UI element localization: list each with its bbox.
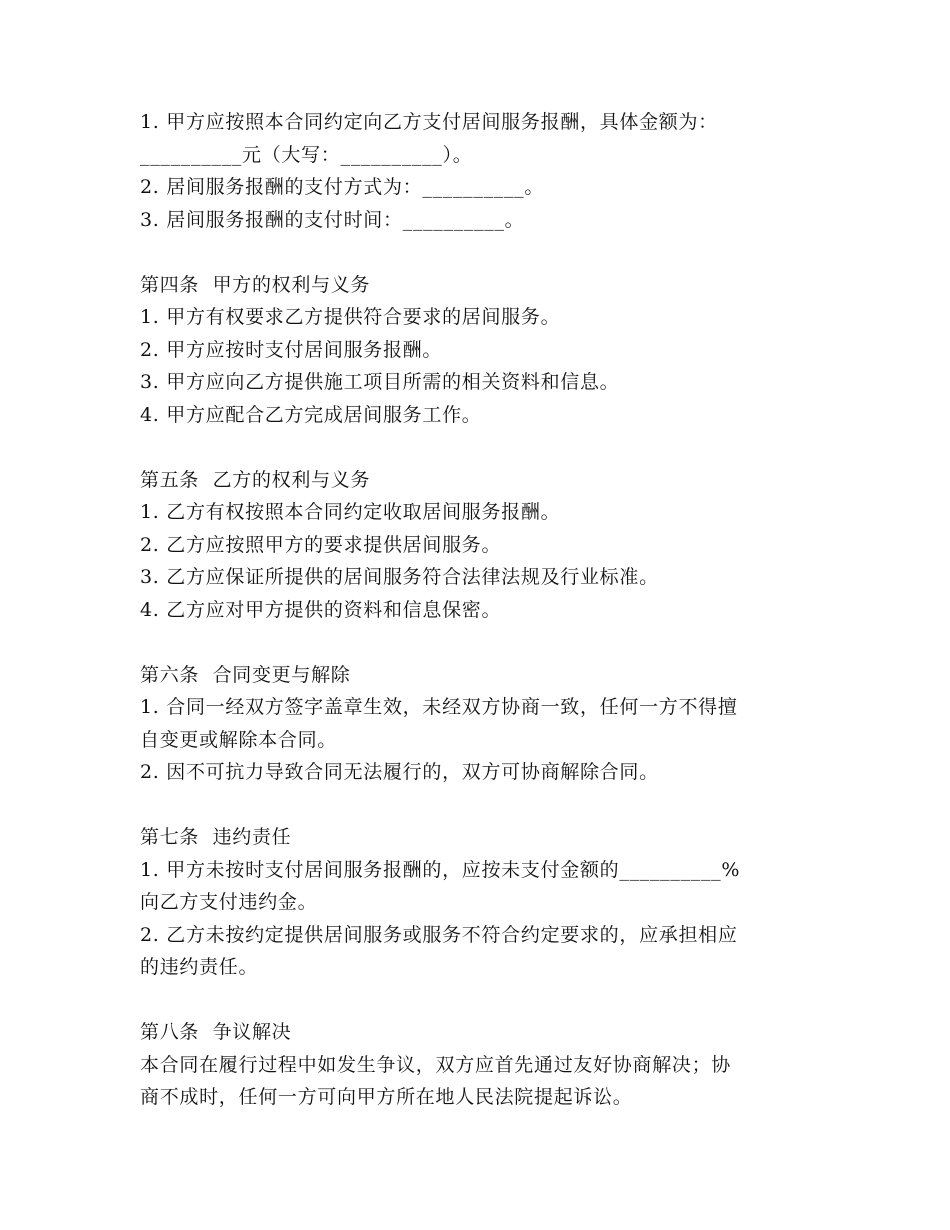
article-5-heading: 第五条 乙方的权利与义务 <box>140 468 371 491</box>
article-4-item-1: 1. 甲方有权要求乙方提供符合要求的居间服务。 <box>140 306 561 328</box>
article-6-item-1-line-1: 1. 合同一经双方签字盖章生效，未经双方协商一致，任何一方不得擅 <box>140 696 738 718</box>
article-6-section <box>140 659 810 789</box>
article-4-item-2: 2. 甲方应按时支付居间服务报酬。 <box>140 338 443 361</box>
article-4-item-3: 3. 甲方应向乙方提供施工项目所需的相关资料和信息。 <box>140 371 620 393</box>
article-7-item-1-line-1: 1. 甲方未按时支付居间服务报酬的，应按未支付金额的__________% <box>140 858 741 881</box>
contract-page <box>140 106 810 1114</box>
article-5-item-3: 3. 乙方应保证所提供的居间服务符合法律法规及行业标准。 <box>140 566 659 588</box>
article-7-item-2-line-1: 2. 乙方未按约定提供居间服务或服务不符合约定要求的，应承担相应 <box>140 923 738 946</box>
section-spacer <box>140 984 810 1017</box>
article-6-item-2: 2. 因不可抗力导致合同无法履行的，双方可协商解除合同。 <box>140 761 659 783</box>
section-spacer <box>140 626 810 659</box>
article-8-body-line-2: 商不成时，任何一方可向甲方所在地人民法院提起诉讼。 <box>140 1086 633 1108</box>
section-spacer <box>140 431 810 464</box>
article-5-section <box>140 464 810 627</box>
payment-item-2: 2. 居间服务报酬的支付方式为：__________。 <box>140 176 545 198</box>
article-5-item-1: 1. 乙方有权按照本合同约定收取居间服务报酬。 <box>140 501 561 523</box>
article-4-item-4: 4. 甲方应配合乙方完成居间服务工作。 <box>140 403 482 426</box>
section-spacer <box>140 789 810 822</box>
section-spacer <box>140 236 810 269</box>
payment-item-1-line-2: __________元（大写：__________）。 <box>140 143 473 166</box>
article-8-heading: 第八条 争议解决 <box>140 1021 292 1043</box>
article-8-section <box>140 1016 810 1114</box>
payment-item-1-line-1: 1. 甲方应按照本合同约定向乙方支付居间服务报酬，具体金额为： <box>140 111 718 133</box>
article-7-section <box>140 821 810 984</box>
article-7-item-2-line-2: 的违约责任。 <box>140 956 259 978</box>
article-4-section <box>140 269 810 432</box>
article-7-item-1-line-2: 向乙方支付违约金。 <box>140 891 318 913</box>
article-6-item-1-line-2: 自变更或解除本合同。 <box>140 728 338 751</box>
article-6-heading: 第六条 合同变更与解除 <box>140 663 351 686</box>
article-5-item-4: 4. 乙方应对甲方提供的资料和信息保密。 <box>140 598 502 621</box>
article-5-item-2: 2. 乙方应按照甲方的要求提供居间服务。 <box>140 533 502 556</box>
article-7-heading: 第七条 违约责任 <box>140 826 292 848</box>
payment-section <box>140 106 810 236</box>
article-8-body-line-1: 本合同在履行过程中如发生争议，双方应首先通过友好协商解决；协 <box>140 1053 732 1076</box>
payment-item-3: 3. 居间服务报酬的支付时间：__________。 <box>140 208 525 231</box>
article-4-heading: 第四条 甲方的权利与义务 <box>140 273 371 296</box>
